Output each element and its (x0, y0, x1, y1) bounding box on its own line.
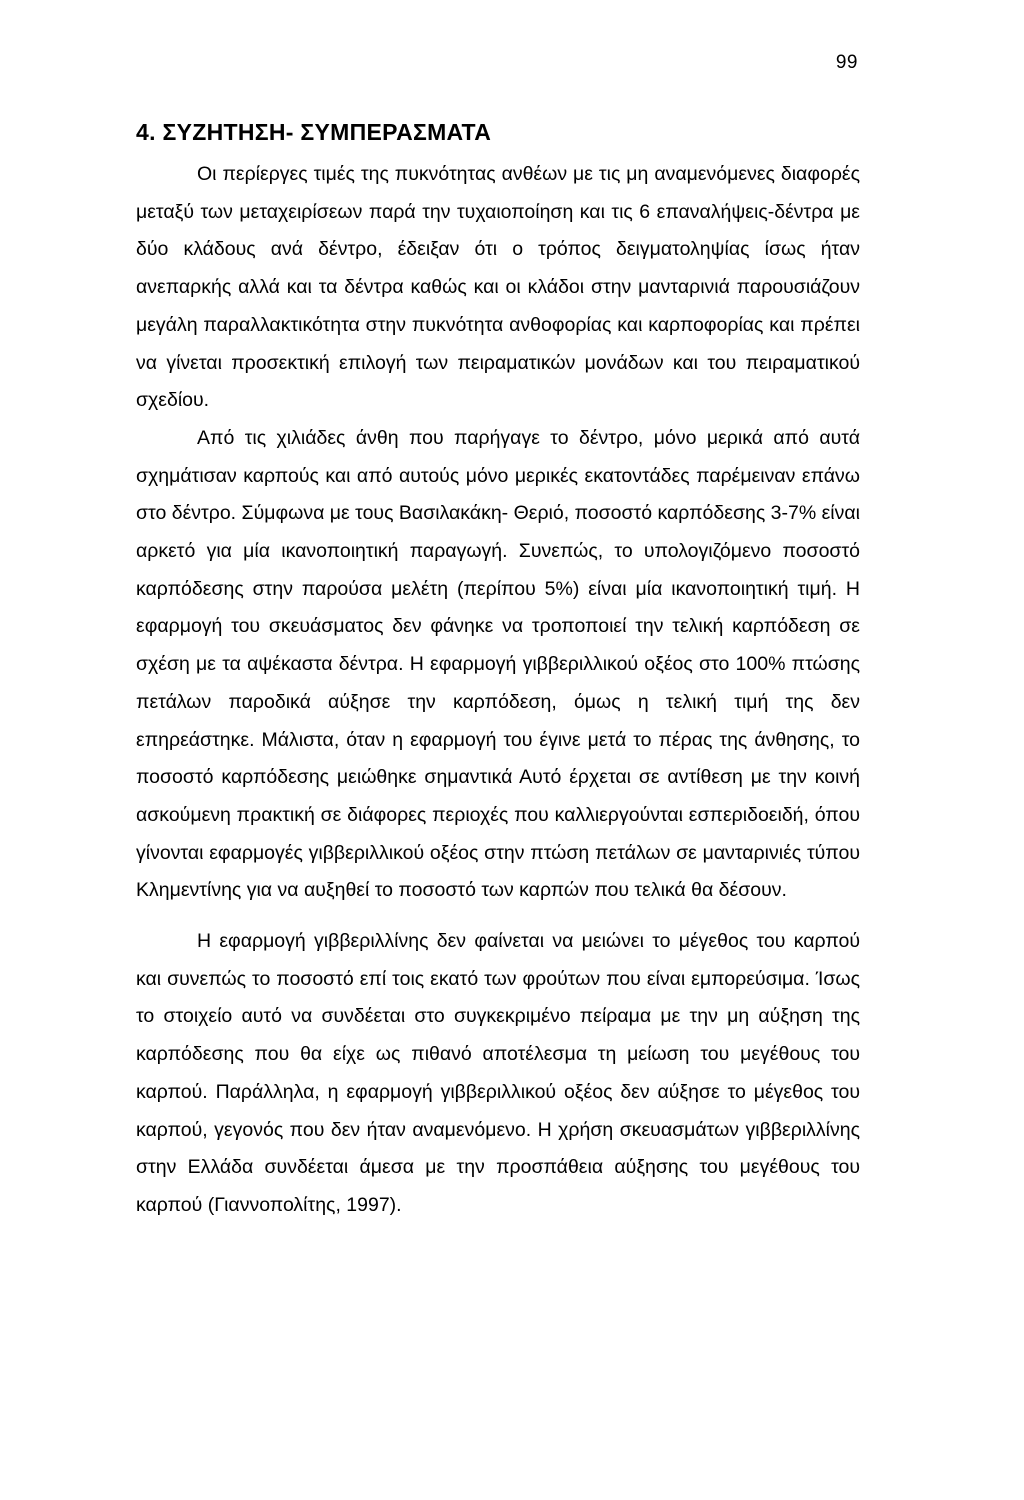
paragraph-fruit-set: Από τις χιλιάδες άνθη που παρήγαγε το δέντρο, μόνο μερικά από αυτά σχημάτισαν καρπούς και από αυτούς μόνο μερικές εκατοντάδες παρέμειναν επάνω στο δέντρο. Σύμφωνα με τους Βασιλακάκη- Θεριό, ποσοστό καρπόδεσης 3-7% είναι αρκετό για μία ικανοποιητική παραγωγή. Συνεπώς, το υπολογιζόμενο ποσοστό καρπόδεσης στην παρούσα μελέτη (περίπου 5%) είναι μία ικανοποιητική τιμή. Η εφαρμογή του σκευάσματος δεν φάνηκε να τροποποιεί την τελική καρπόδεση σε σχέση με τα αψέκαστα δέντρα. Η εφαρμογή γιββεριλλικού οξέος στο 100% πτώσης πετάλων παροδικά αύξησε την καρπόδεση, όμως η τελική τιμή της δεν επηρεάστηκε. Μάλιστα, όταν η εφαρμογή του έγινε μετά το πέρας της άνθησης, το ποσοστό καρπόδεσης μειώθηκε σημαντικά Αυτό έρχεται σε αντίθεση με την κοινή ασκούμενη πρακτική σε διάφορες περιοχές που καλλιεργούνται εσπεριδοειδή, όπου γίνονται εφαρμογές γιββεριλλικού οξέος στην πτώση πετάλων σε μανταρινιές τύπου Κλημεντίνης για να αυξηθεί το ποσοστό των καρπών που τελικά θα δέσουν. (136, 426, 860, 902)
paragraph-fruit-size: Η εφαρμογή γιββεριλλίνης δεν φαίνεται να μειώνει το μέγεθος του καρπού και συνεπώς το ποσοστό επί τοις εκατό των φρούτων που είναι εμπορεύσιμα. Ίσως το στοιχείο αυτό να συνδέεται στο συγκεκριμένο πείραμα με την μη αύξηση της καρπόδεσης που θα είχε ως πιθανό αποτέλεσμα τη μείωση του μεγέθους του καρπού. Παράλληλα, η εφαρμογή γιββεριλλικού οξέος δεν αύξησε το μέγεθος του καρπού, γεγονός που δεν ήταν αναμενόμενο. Η χρήση σκευασμάτων γιββεριλλίνης στην Ελλάδα συνδέεται άμεσα με την προσπάθεια αύξησης του μεγέθους του καρπού (Γιαννοπολίτης, 1997). (136, 930, 860, 1216)
page-number: 99 (835, 52, 858, 73)
document-body (136, 114, 860, 1225)
paragraph-sampling: Οι περίεργες τιμές της πυκνότητας ανθέων με τις μη αναμενόμενες διαφορές μεταξύ των μεταχειρίσεων παρά την τυχαιοποίηση και τις 6 επαναλήψεις-δέντρα με δύο κλάδους ανά δέντρο, έδειξαν ότι ο τρόπος δειγματοληψίας ίσως ήταν ανεπαρκής αλλά και τα δέντρα καθώς και οι κλάδοι στην μανταρινιά παρουσιάζουν μεγάλη παραλλακτικότητα στην πυκνότητα ανθοφορίας και καρποφορίας και πρέπει να γίνεται προσεκτική επιλογή των πειραματικών μονάδων και του πειραματικού σχεδίου. (136, 163, 860, 412)
section-title: 4. ΣΥΖΗΤΗΣΗ- ΣΥΜΠΕΡΑΣΜΑΤΑ (136, 119, 492, 145)
